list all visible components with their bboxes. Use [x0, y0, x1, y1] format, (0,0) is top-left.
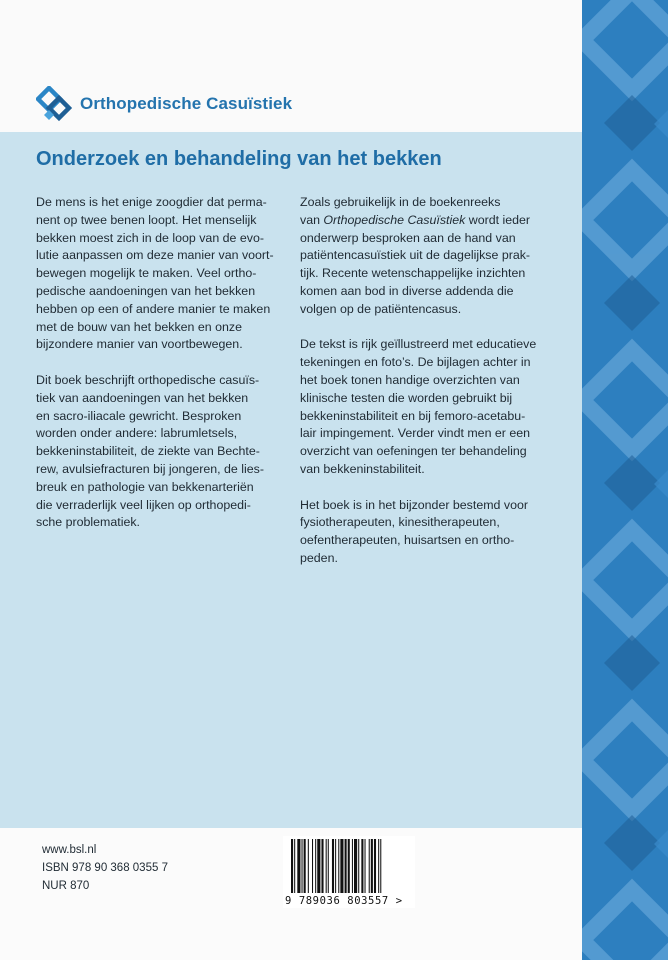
text-line: en sacro-iliacale gewricht. Besproken: [36, 408, 242, 423]
barcode-bar: [317, 839, 320, 893]
text-fragment: van: [300, 212, 324, 227]
barcode-bar: [328, 839, 329, 893]
text-line: Zoals gebruikelijk in de boekenreeks: [300, 195, 501, 209]
barcode-bar: [297, 839, 300, 893]
barcode-bar: [345, 839, 347, 893]
text-line: lutie aanpassen om deze manier van voort-: [36, 248, 274, 263]
barcode-bar: [335, 839, 336, 893]
nur-code: NUR 870: [42, 880, 90, 892]
barcode-bar: [338, 839, 339, 893]
book-title: Onderzoek en behandeling van het bekken: [36, 148, 442, 170]
text-line: bekkeninstabiliteit en bij femoro-acetabu-: [300, 408, 526, 423]
text-line: bewegen mogelijk te maken. Veel ortho-: [36, 266, 257, 281]
paragraph-series: [300, 194, 562, 319]
text-line: lair impingement. Verder vindt men er een: [300, 426, 531, 441]
barcode-bar: [358, 839, 359, 893]
text-line: patiëntencasuïstiek uit de dagelijkse prak-: [300, 248, 531, 263]
barcode-bar: [302, 839, 303, 893]
paragraph-illustrations: [300, 336, 562, 478]
isbn-barcode: [283, 836, 415, 908]
series-logo: [36, 86, 292, 122]
text-line: hebben op een of andere manier te maken: [36, 301, 271, 316]
text-line: onderwerp besproken aan de hand van: [300, 230, 516, 245]
barcode-bar: [326, 839, 327, 893]
barcode-bar: [340, 839, 343, 893]
barcode-bar: [308, 839, 309, 893]
text-line: De mens is het enige zoogdier dat perma-: [36, 195, 267, 209]
text-line: komen aan bod in diverse addenda die: [300, 283, 514, 298]
description-left-column: [36, 194, 296, 550]
paragraph-audience: [300, 497, 562, 568]
text-line: breuk en pathologie van bekkenarteriën: [36, 479, 254, 494]
publisher-imprint: [42, 841, 168, 895]
barcode-bar: [348, 839, 350, 893]
barcode-bar: [291, 839, 293, 893]
text-fragment: wordt ieder: [465, 212, 531, 227]
text-line: overzicht van oefeningen ter behandeling: [300, 444, 527, 459]
description-right-column: [300, 194, 562, 586]
text-line: rew, avulsiefracturen bij jongeren, de lies-: [36, 461, 264, 476]
barcode-bar: [294, 839, 295, 893]
barcode-bar: [371, 839, 373, 893]
text-line: tiek van aandoeningen van het bekken: [36, 390, 249, 405]
barcode-bar: [378, 839, 379, 893]
barcode-bar: [374, 839, 376, 893]
barcode-bar: [312, 839, 313, 893]
text-line: Het boek is in het bijzonder bestemd voor: [300, 497, 528, 512]
barcode-bar: [352, 839, 353, 893]
publisher-website[interactable]: www.bsl.nl: [42, 844, 97, 856]
barcode-bar: [354, 839, 357, 893]
text-line: pedische aandoeningen van het bekken: [36, 283, 256, 298]
text-line: met de bouw van het bekken en onze: [36, 319, 242, 334]
text-line: klinische testen die worden gebruikt bij: [300, 390, 513, 405]
paragraph-intro: [36, 194, 296, 354]
barcode-bar: [369, 839, 370, 893]
diamond-pattern-icon: [582, 0, 668, 960]
text-line: bekkeninstabiliteit, de ziekte van Bechte-: [36, 444, 260, 459]
diamond-chain-logo-icon: [36, 86, 72, 122]
text-line: De tekst is rijk geïllustreerd met educatieve: [300, 337, 537, 352]
text-line: tekeningen en foto’s. De bijlagen achter in: [300, 355, 531, 370]
text-line: sche problematiek.: [36, 515, 140, 530]
barcode-bar: [365, 839, 366, 893]
text-line: bijzondere manier van voortbewegen.: [36, 337, 243, 352]
text-line: het boek tonen handige overzichten van: [300, 372, 520, 387]
barcode-bar: [380, 839, 381, 893]
text-line: bekken moest zich in de loop van de evo-: [36, 230, 264, 245]
text-line: worden onder andere: labrumletsels,: [36, 426, 238, 441]
text-line: peden.: [300, 550, 338, 565]
text-line: tijk. Recente wetenschappelijke inzichten: [300, 266, 526, 281]
text-line: die verraderlijk veel lijken op orthopedi-: [36, 497, 251, 512]
barcode-bar: [361, 839, 363, 893]
barcode-bar: [315, 839, 316, 893]
decorative-side-strip: [582, 0, 668, 960]
text-line: volgen op de patiëntencasus.: [300, 301, 462, 316]
series-name-italic: Orthopedische Casuïstiek: [323, 212, 466, 227]
barcode-bar: [304, 839, 306, 893]
barcode-bar: [321, 839, 323, 893]
text-line: oefentherapeuten, huisartsen en ortho-: [300, 533, 515, 548]
series-name: Orthopedische Casuïstiek: [80, 94, 293, 113]
text-line: nent op twee benen loopt. Het menselijk: [36, 212, 257, 227]
paragraph-contents: [36, 372, 296, 532]
barcode-digits: 9 789036 803557 >: [285, 895, 403, 907]
text-line: fysiotherapeuten, kinesitherapeuten,: [300, 515, 500, 530]
text-line: [300, 212, 562, 230]
barcode-bar: [332, 839, 334, 893]
text-line: van bekkeninstabiliteit.: [300, 461, 425, 476]
text-line: Dit boek beschrijft orthopedische casuïs-: [36, 372, 260, 387]
barcode-bars-icon: [291, 839, 407, 893]
isbn-number: ISBN 978 90 368 0355 7: [42, 862, 168, 874]
